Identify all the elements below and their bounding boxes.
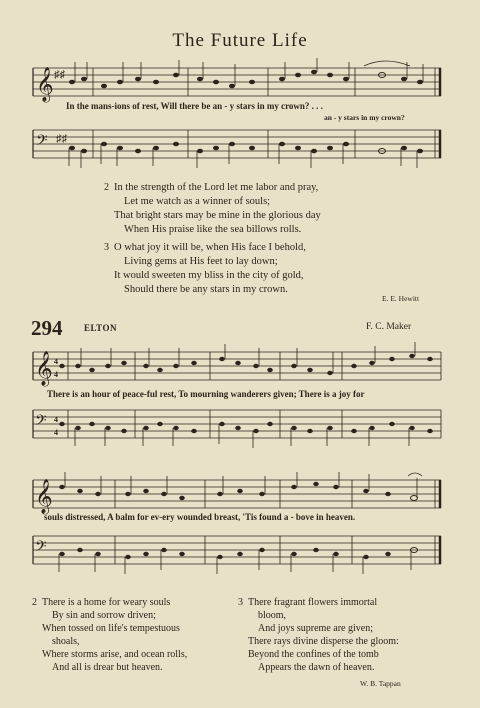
verse-2-line-2: Let me watch as a winner of souls; [124, 196, 271, 207]
hymn-294-lyric-line-1: There is an hour of peace-ful rest, To mourning wanderers given; There is a joy for [47, 389, 365, 399]
hymn-294-verse-2-line-2: By sin and sorrow driven; [52, 610, 156, 621]
svg-text:4: 4 [54, 357, 58, 366]
svg-text:𝄢: 𝄢 [35, 538, 47, 558]
svg-text:♯♯: ♯♯ [56, 133, 67, 145]
svg-text:𝄢: 𝄢 [35, 412, 47, 432]
hymn-294-verse-3-line-6: Appears the dawn of heaven. [258, 662, 375, 673]
hymn-294-verse-2-number: 2 [32, 597, 37, 608]
svg-text:𝄞: 𝄞 [35, 480, 53, 513]
hymn-294-verse-3-line-1: There fragrant flowers immortal [248, 597, 378, 608]
hymn-294-verse-2-line-5: Where storms arise, and ocean rolls, [42, 649, 188, 660]
hymn-294-verse-3-line-2: bloom, [258, 610, 287, 621]
top-hymn-echo-lyric: an - y stars in my crown? [324, 113, 405, 122]
top-hymn-author: E. E. Hewitt [382, 294, 420, 303]
staff-294-system1-bass [0, 400, 480, 450]
staff-294-system2-bass [0, 526, 480, 576]
hymn-294-verse-2-line-1: There is a home for weary souls [42, 597, 171, 608]
verse-2-number: 2 [104, 182, 109, 193]
hymn-294-verse-2-line-4: shoals, [52, 636, 80, 647]
hymn-294-verse-3-line-4: There rays divine disperse the gloom: [248, 636, 399, 647]
svg-text:𝄞: 𝄞 [35, 352, 53, 385]
staff-system-top-bass [0, 120, 480, 170]
hymn-294-verse-3-line-3: And joys supreme are given; [258, 623, 373, 634]
verse-2-line-3: That bright stars may be mine in the glorious day [114, 210, 321, 221]
svg-text:𝄞: 𝄞 [36, 68, 54, 101]
hymn-294-lyric-line-2: souls distressed, A balm for ev-ery wounded breast, 'Tis found a - bove in heaven. [44, 512, 356, 522]
top-hymn-lyric-line: In the mans-ions of rest, Will there be an - y stars in my crown? . . . [66, 101, 323, 111]
hymn-294-verse-2-line-6: And all is drear but heaven. [52, 662, 163, 673]
section-title: The Future Life [172, 30, 308, 51]
staff-294-system1-treble [0, 342, 480, 392]
verse-2-line-1: In the strength of the Lord let me labor and pray, [114, 182, 319, 193]
hymn-294-author: W. B. Tappan [360, 679, 401, 688]
svg-text:4: 4 [54, 370, 58, 379]
svg-text:♯♯: ♯♯ [54, 69, 65, 81]
hymn-294-verse-3-line-5: Beyond the confines of the tomb [248, 649, 379, 660]
verse-3-line-3: It would sweeten my bliss in the city of gold, [114, 270, 304, 281]
verse-3-line-4: Should there be any stars in my crown. [124, 284, 288, 295]
svg-text:4: 4 [54, 428, 58, 437]
verse-3-line-1: O what joy it will be, when His face I behold, [114, 242, 306, 253]
verse-3-number: 3 [104, 242, 109, 253]
verse-3-line-2: Living gems at His feet to lay down; [124, 256, 278, 267]
hymn-294-verse-3-number: 3 [238, 597, 243, 608]
tune-name: ELTON [84, 323, 118, 333]
hymn-number: 294 [31, 316, 63, 340]
svg-text:𝄢: 𝄢 [36, 132, 48, 152]
hymn-294-verse-2-line-3: When tossed on life's tempestuous [42, 623, 180, 634]
svg-text:4: 4 [54, 415, 58, 424]
composer: F. C. Maker [366, 322, 412, 332]
verse-2-line-4: When His praise like the sea billows rolls. [124, 224, 302, 235]
